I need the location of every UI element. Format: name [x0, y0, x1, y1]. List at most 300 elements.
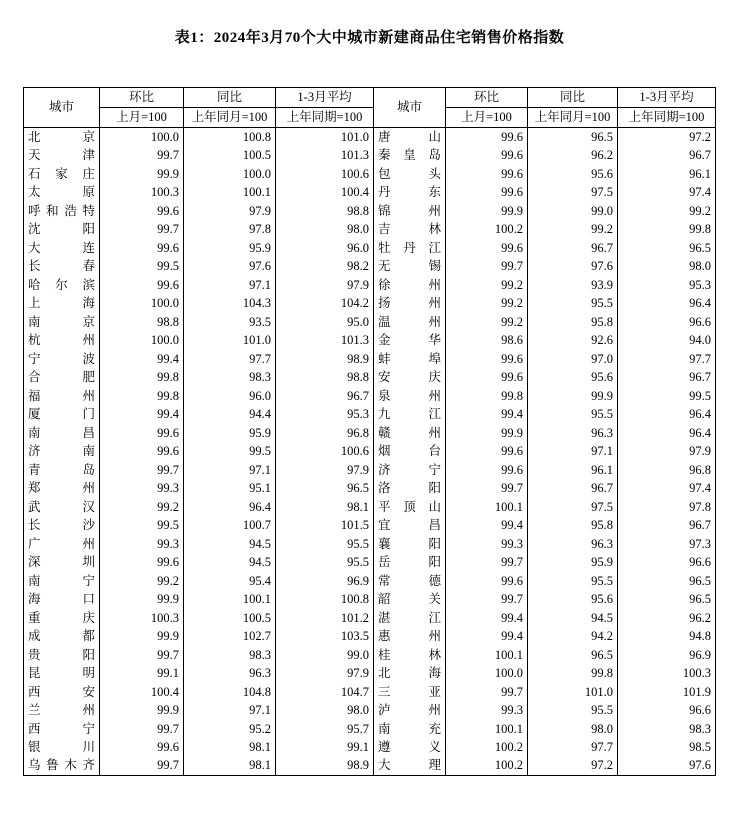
- city-cell: 呼和浩特: [24, 202, 100, 221]
- table-row: [24, 239, 716, 258]
- value-cell: 100.5: [184, 146, 276, 165]
- table-row: [24, 368, 716, 387]
- value-cell: 100.1: [446, 720, 528, 739]
- city-cell: 西宁: [24, 720, 100, 739]
- value-cell: 104.8: [184, 683, 276, 702]
- value-cell: 99.3: [100, 535, 184, 554]
- value-cell: 100.0: [184, 165, 276, 184]
- value-cell: 99.3: [100, 479, 184, 498]
- city-cell: 唐山: [374, 128, 446, 147]
- value-cell: 100.1: [184, 590, 276, 609]
- value-cell: 97.5: [528, 498, 618, 517]
- value-cell: 100.2: [446, 220, 528, 239]
- value-cell: 96.7: [618, 146, 716, 165]
- city-cell: 三亚: [374, 683, 446, 702]
- value-cell: 101.9: [618, 683, 716, 702]
- value-cell: 104.2: [276, 294, 374, 313]
- value-cell: 97.5: [528, 183, 618, 202]
- value-cell: 98.1: [184, 757, 276, 776]
- value-cell: 96.6: [618, 701, 716, 720]
- value-cell: 97.8: [618, 498, 716, 517]
- city-cell: 济宁: [374, 461, 446, 480]
- table-row: [24, 479, 716, 498]
- table-row: [24, 757, 716, 776]
- city-cell: 泉州: [374, 387, 446, 406]
- value-cell: 97.7: [528, 738, 618, 757]
- city-cell: 襄阳: [374, 535, 446, 554]
- value-cell: 97.0: [528, 350, 618, 369]
- table-row: [24, 498, 716, 517]
- value-cell: 94.5: [184, 553, 276, 572]
- value-cell: 100.1: [446, 498, 528, 517]
- value-cell: 99.7: [446, 590, 528, 609]
- city-cell: 郑州: [24, 479, 100, 498]
- value-cell: 97.9: [184, 202, 276, 221]
- header-city-left: 城市: [24, 88, 100, 128]
- value-cell: 99.6: [446, 572, 528, 591]
- table-row: [24, 202, 716, 221]
- value-cell: 96.3: [528, 535, 618, 554]
- city-cell: 乌鲁木齐: [24, 757, 100, 776]
- city-cell: 重庆: [24, 609, 100, 628]
- value-cell: 100.4: [276, 183, 374, 202]
- table-row: [24, 257, 716, 276]
- value-cell: 99.0: [276, 646, 374, 665]
- value-cell: 99.9: [446, 424, 528, 443]
- value-cell: 99.6: [100, 202, 184, 221]
- table-row: [24, 683, 716, 702]
- table-row: [24, 738, 716, 757]
- city-cell: 遵义: [374, 738, 446, 757]
- value-cell: 101.3: [276, 331, 374, 350]
- value-cell: 99.2: [446, 276, 528, 295]
- value-cell: 99.7: [100, 646, 184, 665]
- value-cell: 100.5: [184, 609, 276, 628]
- value-cell: 95.6: [528, 590, 618, 609]
- value-cell: 99.4: [446, 609, 528, 628]
- value-cell: 99.6: [100, 738, 184, 757]
- value-cell: 100.8: [184, 128, 276, 147]
- value-cell: 97.9: [276, 461, 374, 480]
- value-cell: 99.7: [100, 461, 184, 480]
- city-cell: 广州: [24, 535, 100, 554]
- value-cell: 95.0: [276, 313, 374, 332]
- city-cell: 大理: [374, 757, 446, 776]
- value-cell: 99.9: [446, 202, 528, 221]
- value-cell: 92.6: [528, 331, 618, 350]
- table-row: [24, 442, 716, 461]
- table-row: [24, 664, 716, 683]
- value-cell: 96.0: [276, 239, 374, 258]
- city-cell: 成都: [24, 627, 100, 646]
- value-cell: 99.4: [100, 350, 184, 369]
- city-cell: 北京: [24, 128, 100, 147]
- value-cell: 99.5: [100, 516, 184, 535]
- value-cell: 99.2: [100, 572, 184, 591]
- header-avg-base-left: 上年同期=100: [276, 108, 374, 128]
- city-cell: 宁波: [24, 350, 100, 369]
- value-cell: 99.7: [100, 757, 184, 776]
- value-cell: 96.7: [528, 479, 618, 498]
- value-cell: 96.5: [528, 646, 618, 665]
- value-cell: 95.5: [528, 294, 618, 313]
- value-cell: 96.9: [276, 572, 374, 591]
- value-cell: 94.4: [184, 405, 276, 424]
- value-cell: 99.6: [446, 368, 528, 387]
- value-cell: 97.6: [528, 257, 618, 276]
- value-cell: 98.1: [276, 498, 374, 517]
- city-cell: 南充: [374, 720, 446, 739]
- value-cell: 99.3: [446, 535, 528, 554]
- table-row: [24, 387, 716, 406]
- table-title: 表1：2024年3月70个大中城市新建商品住宅销售价格指数: [174, 30, 565, 46]
- table-row: [24, 627, 716, 646]
- value-cell: 99.6: [100, 442, 184, 461]
- city-cell: 福州: [24, 387, 100, 406]
- value-cell: 95.6: [528, 165, 618, 184]
- city-cell: 徐州: [374, 276, 446, 295]
- value-cell: 99.7: [446, 257, 528, 276]
- value-cell: 95.5: [528, 405, 618, 424]
- value-cell: 101.0: [276, 128, 374, 147]
- value-cell: 99.4: [100, 405, 184, 424]
- value-cell: 100.8: [276, 590, 374, 609]
- value-cell: 97.1: [184, 276, 276, 295]
- value-cell: 99.8: [100, 368, 184, 387]
- value-cell: 95.8: [528, 516, 618, 535]
- value-cell: 97.1: [184, 461, 276, 480]
- table-body: [24, 128, 716, 776]
- value-cell: 93.9: [528, 276, 618, 295]
- table-row: [24, 701, 716, 720]
- value-cell: 100.7: [184, 516, 276, 535]
- value-cell: 95.7: [276, 720, 374, 739]
- value-cell: 99.7: [100, 720, 184, 739]
- city-cell: 丹东: [374, 183, 446, 202]
- value-cell: 100.0: [100, 128, 184, 147]
- value-cell: 99.6: [446, 461, 528, 480]
- value-cell: 95.3: [276, 405, 374, 424]
- city-cell: 常德: [374, 572, 446, 591]
- value-cell: 99.6: [446, 239, 528, 258]
- value-cell: 104.3: [184, 294, 276, 313]
- value-cell: 100.2: [446, 738, 528, 757]
- city-cell: 惠州: [374, 627, 446, 646]
- value-cell: 99.9: [100, 627, 184, 646]
- value-cell: 96.4: [618, 424, 716, 443]
- value-cell: 97.1: [184, 701, 276, 720]
- value-cell: 96.4: [184, 498, 276, 517]
- value-cell: 99.6: [446, 442, 528, 461]
- city-cell: 济南: [24, 442, 100, 461]
- value-cell: 95.2: [184, 720, 276, 739]
- city-cell: 武汉: [24, 498, 100, 517]
- value-cell: 95.9: [184, 239, 276, 258]
- table-row: [24, 128, 716, 147]
- city-cell: 昆明: [24, 664, 100, 683]
- value-cell: 99.8: [446, 387, 528, 406]
- value-cell: 96.6: [618, 553, 716, 572]
- city-cell: 烟台: [374, 442, 446, 461]
- table-row: [24, 313, 716, 332]
- value-cell: 101.0: [528, 683, 618, 702]
- value-cell: 100.3: [100, 609, 184, 628]
- value-cell: 96.5: [528, 128, 618, 147]
- value-cell: 99.6: [446, 183, 528, 202]
- value-cell: 99.1: [100, 664, 184, 683]
- value-cell: 96.8: [276, 424, 374, 443]
- header-yoy-left: 同比: [184, 88, 276, 108]
- value-cell: 100.0: [100, 294, 184, 313]
- value-cell: 99.6: [100, 276, 184, 295]
- city-cell: 韶关: [374, 590, 446, 609]
- price-index-table: [23, 87, 716, 776]
- value-cell: 100.1: [184, 183, 276, 202]
- value-cell: 98.8: [100, 313, 184, 332]
- city-cell: 吉林: [374, 220, 446, 239]
- value-cell: 99.2: [446, 313, 528, 332]
- value-cell: 102.7: [184, 627, 276, 646]
- city-cell: 牡丹江: [374, 239, 446, 258]
- value-cell: 99.2: [528, 220, 618, 239]
- value-cell: 96.7: [618, 516, 716, 535]
- value-cell: 99.2: [100, 498, 184, 517]
- header-avg-base-right: 上年同期=100: [618, 108, 716, 128]
- table-row: [24, 535, 716, 554]
- city-cell: 洛阳: [374, 479, 446, 498]
- city-cell: 金华: [374, 331, 446, 350]
- city-cell: 南昌: [24, 424, 100, 443]
- value-cell: 103.5: [276, 627, 374, 646]
- value-cell: 100.0: [100, 331, 184, 350]
- city-cell: 青岛: [24, 461, 100, 480]
- value-cell: 97.4: [618, 479, 716, 498]
- value-cell: 99.7: [446, 479, 528, 498]
- value-cell: 98.5: [618, 738, 716, 757]
- value-cell: 96.1: [618, 165, 716, 184]
- value-cell: 98.6: [446, 331, 528, 350]
- value-cell: 99.3: [446, 701, 528, 720]
- value-cell: 101.0: [184, 331, 276, 350]
- city-cell: 宜昌: [374, 516, 446, 535]
- city-cell: 哈尔滨: [24, 276, 100, 295]
- value-cell: 96.9: [618, 646, 716, 665]
- city-cell: 包头: [374, 165, 446, 184]
- header-mom-right: 环比: [446, 88, 528, 108]
- value-cell: 99.1: [276, 738, 374, 757]
- city-cell: 上海: [24, 294, 100, 313]
- value-cell: 98.8: [276, 202, 374, 221]
- value-cell: 99.4: [446, 627, 528, 646]
- value-cell: 99.6: [446, 146, 528, 165]
- city-cell: 兰州: [24, 701, 100, 720]
- city-cell: 厦门: [24, 405, 100, 424]
- value-cell: 95.5: [276, 535, 374, 554]
- value-cell: 97.1: [528, 442, 618, 461]
- value-cell: 96.5: [276, 479, 374, 498]
- value-cell: 98.0: [276, 220, 374, 239]
- value-cell: 99.7: [446, 683, 528, 702]
- value-cell: 100.3: [100, 183, 184, 202]
- value-cell: 95.5: [276, 553, 374, 572]
- value-cell: 98.9: [276, 757, 374, 776]
- header-mom-base-right: 上月=100: [446, 108, 528, 128]
- value-cell: 99.5: [618, 387, 716, 406]
- value-cell: 95.5: [528, 572, 618, 591]
- value-cell: 99.7: [100, 220, 184, 239]
- value-cell: 97.9: [276, 276, 374, 295]
- value-cell: 95.9: [184, 424, 276, 443]
- value-cell: 95.1: [184, 479, 276, 498]
- city-cell: 桂林: [374, 646, 446, 665]
- value-cell: 96.4: [618, 405, 716, 424]
- value-cell: 99.7: [446, 553, 528, 572]
- value-cell: 98.0: [528, 720, 618, 739]
- value-cell: 101.2: [276, 609, 374, 628]
- value-cell: 95.3: [618, 276, 716, 295]
- value-cell: 96.8: [618, 461, 716, 480]
- value-cell: 96.5: [618, 590, 716, 609]
- value-cell: 96.2: [528, 146, 618, 165]
- value-cell: 96.6: [618, 313, 716, 332]
- value-cell: 93.5: [184, 313, 276, 332]
- value-cell: 96.7: [276, 387, 374, 406]
- value-cell: 99.8: [100, 387, 184, 406]
- value-cell: 99.6: [446, 128, 528, 147]
- value-cell: 94.5: [528, 609, 618, 628]
- city-cell: 温州: [374, 313, 446, 332]
- value-cell: 97.9: [276, 664, 374, 683]
- value-cell: 99.8: [618, 220, 716, 239]
- table-row: [24, 405, 716, 424]
- value-cell: 97.7: [184, 350, 276, 369]
- table-row: [24, 350, 716, 369]
- table-row: [24, 220, 716, 239]
- value-cell: 95.4: [184, 572, 276, 591]
- city-cell: 太原: [24, 183, 100, 202]
- city-cell: 南宁: [24, 572, 100, 591]
- city-cell: 秦皇岛: [374, 146, 446, 165]
- table-row: [24, 276, 716, 295]
- value-cell: 99.2: [618, 202, 716, 221]
- value-cell: 96.5: [618, 572, 716, 591]
- value-cell: 99.2: [446, 294, 528, 313]
- value-cell: 101.5: [276, 516, 374, 535]
- value-cell: 94.0: [618, 331, 716, 350]
- city-cell: 泸州: [374, 701, 446, 720]
- value-cell: 99.6: [100, 424, 184, 443]
- value-cell: 99.8: [528, 664, 618, 683]
- table-row: [24, 146, 716, 165]
- value-cell: 99.6: [446, 350, 528, 369]
- value-cell: 97.8: [184, 220, 276, 239]
- header-avg-right: 1-3月平均: [618, 88, 716, 108]
- table-row: [24, 165, 716, 184]
- value-cell: 98.3: [184, 368, 276, 387]
- table-row: [24, 572, 716, 591]
- value-cell: 98.9: [276, 350, 374, 369]
- city-cell: 长春: [24, 257, 100, 276]
- table-row: [24, 331, 716, 350]
- header-mom-base-left: 上月=100: [100, 108, 184, 128]
- city-cell: 合肥: [24, 368, 100, 387]
- value-cell: 100.4: [100, 683, 184, 702]
- city-cell: 蚌埠: [374, 350, 446, 369]
- header-avg-left: 1-3月平均: [276, 88, 374, 108]
- value-cell: 100.2: [446, 757, 528, 776]
- value-cell: 96.7: [618, 368, 716, 387]
- value-cell: 97.2: [618, 128, 716, 147]
- table-row: [24, 646, 716, 665]
- value-cell: 99.9: [528, 387, 618, 406]
- value-cell: 97.6: [184, 257, 276, 276]
- value-cell: 100.0: [446, 664, 528, 683]
- value-cell: 97.7: [618, 350, 716, 369]
- value-cell: 96.7: [528, 239, 618, 258]
- value-cell: 95.8: [528, 313, 618, 332]
- value-cell: 95.9: [528, 553, 618, 572]
- value-cell: 96.0: [184, 387, 276, 406]
- city-cell: 海口: [24, 590, 100, 609]
- value-cell: 98.8: [276, 368, 374, 387]
- city-cell: 天津: [24, 146, 100, 165]
- city-cell: 杭州: [24, 331, 100, 350]
- value-cell: 97.9: [618, 442, 716, 461]
- table-row: [24, 590, 716, 609]
- value-cell: 98.3: [618, 720, 716, 739]
- city-cell: 深圳: [24, 553, 100, 572]
- value-cell: 99.9: [100, 165, 184, 184]
- city-cell: 西安: [24, 683, 100, 702]
- city-cell: 南京: [24, 313, 100, 332]
- value-cell: 100.6: [276, 165, 374, 184]
- value-cell: 98.3: [184, 646, 276, 665]
- value-cell: 99.6: [100, 239, 184, 258]
- header-yoy-base-left: 上年同月=100: [184, 108, 276, 128]
- value-cell: 99.4: [446, 516, 528, 535]
- value-cell: 96.5: [618, 239, 716, 258]
- table-row: [24, 183, 716, 202]
- header-city-right: 城市: [374, 88, 446, 128]
- value-cell: 99.9: [100, 590, 184, 609]
- city-cell: 安庆: [374, 368, 446, 387]
- value-cell: 99.6: [446, 165, 528, 184]
- city-cell: 赣州: [374, 424, 446, 443]
- value-cell: 97.6: [618, 757, 716, 776]
- value-cell: 99.5: [100, 257, 184, 276]
- city-cell: 沈阳: [24, 220, 100, 239]
- value-cell: 99.0: [528, 202, 618, 221]
- table-row: [24, 720, 716, 739]
- value-cell: 98.1: [184, 738, 276, 757]
- value-cell: 98.0: [276, 701, 374, 720]
- value-cell: 96.2: [618, 609, 716, 628]
- value-cell: 100.6: [276, 442, 374, 461]
- table-row: [24, 609, 716, 628]
- value-cell: 96.3: [528, 424, 618, 443]
- value-cell: 101.3: [276, 146, 374, 165]
- city-cell: 长沙: [24, 516, 100, 535]
- table-row: [24, 516, 716, 535]
- city-cell: 贵阳: [24, 646, 100, 665]
- value-cell: 99.7: [100, 146, 184, 165]
- table-row: [24, 424, 716, 443]
- header-mom-left: 环比: [100, 88, 184, 108]
- table-header: [24, 88, 716, 128]
- value-cell: 96.1: [528, 461, 618, 480]
- table-row: [24, 461, 716, 480]
- table-row: [24, 294, 716, 313]
